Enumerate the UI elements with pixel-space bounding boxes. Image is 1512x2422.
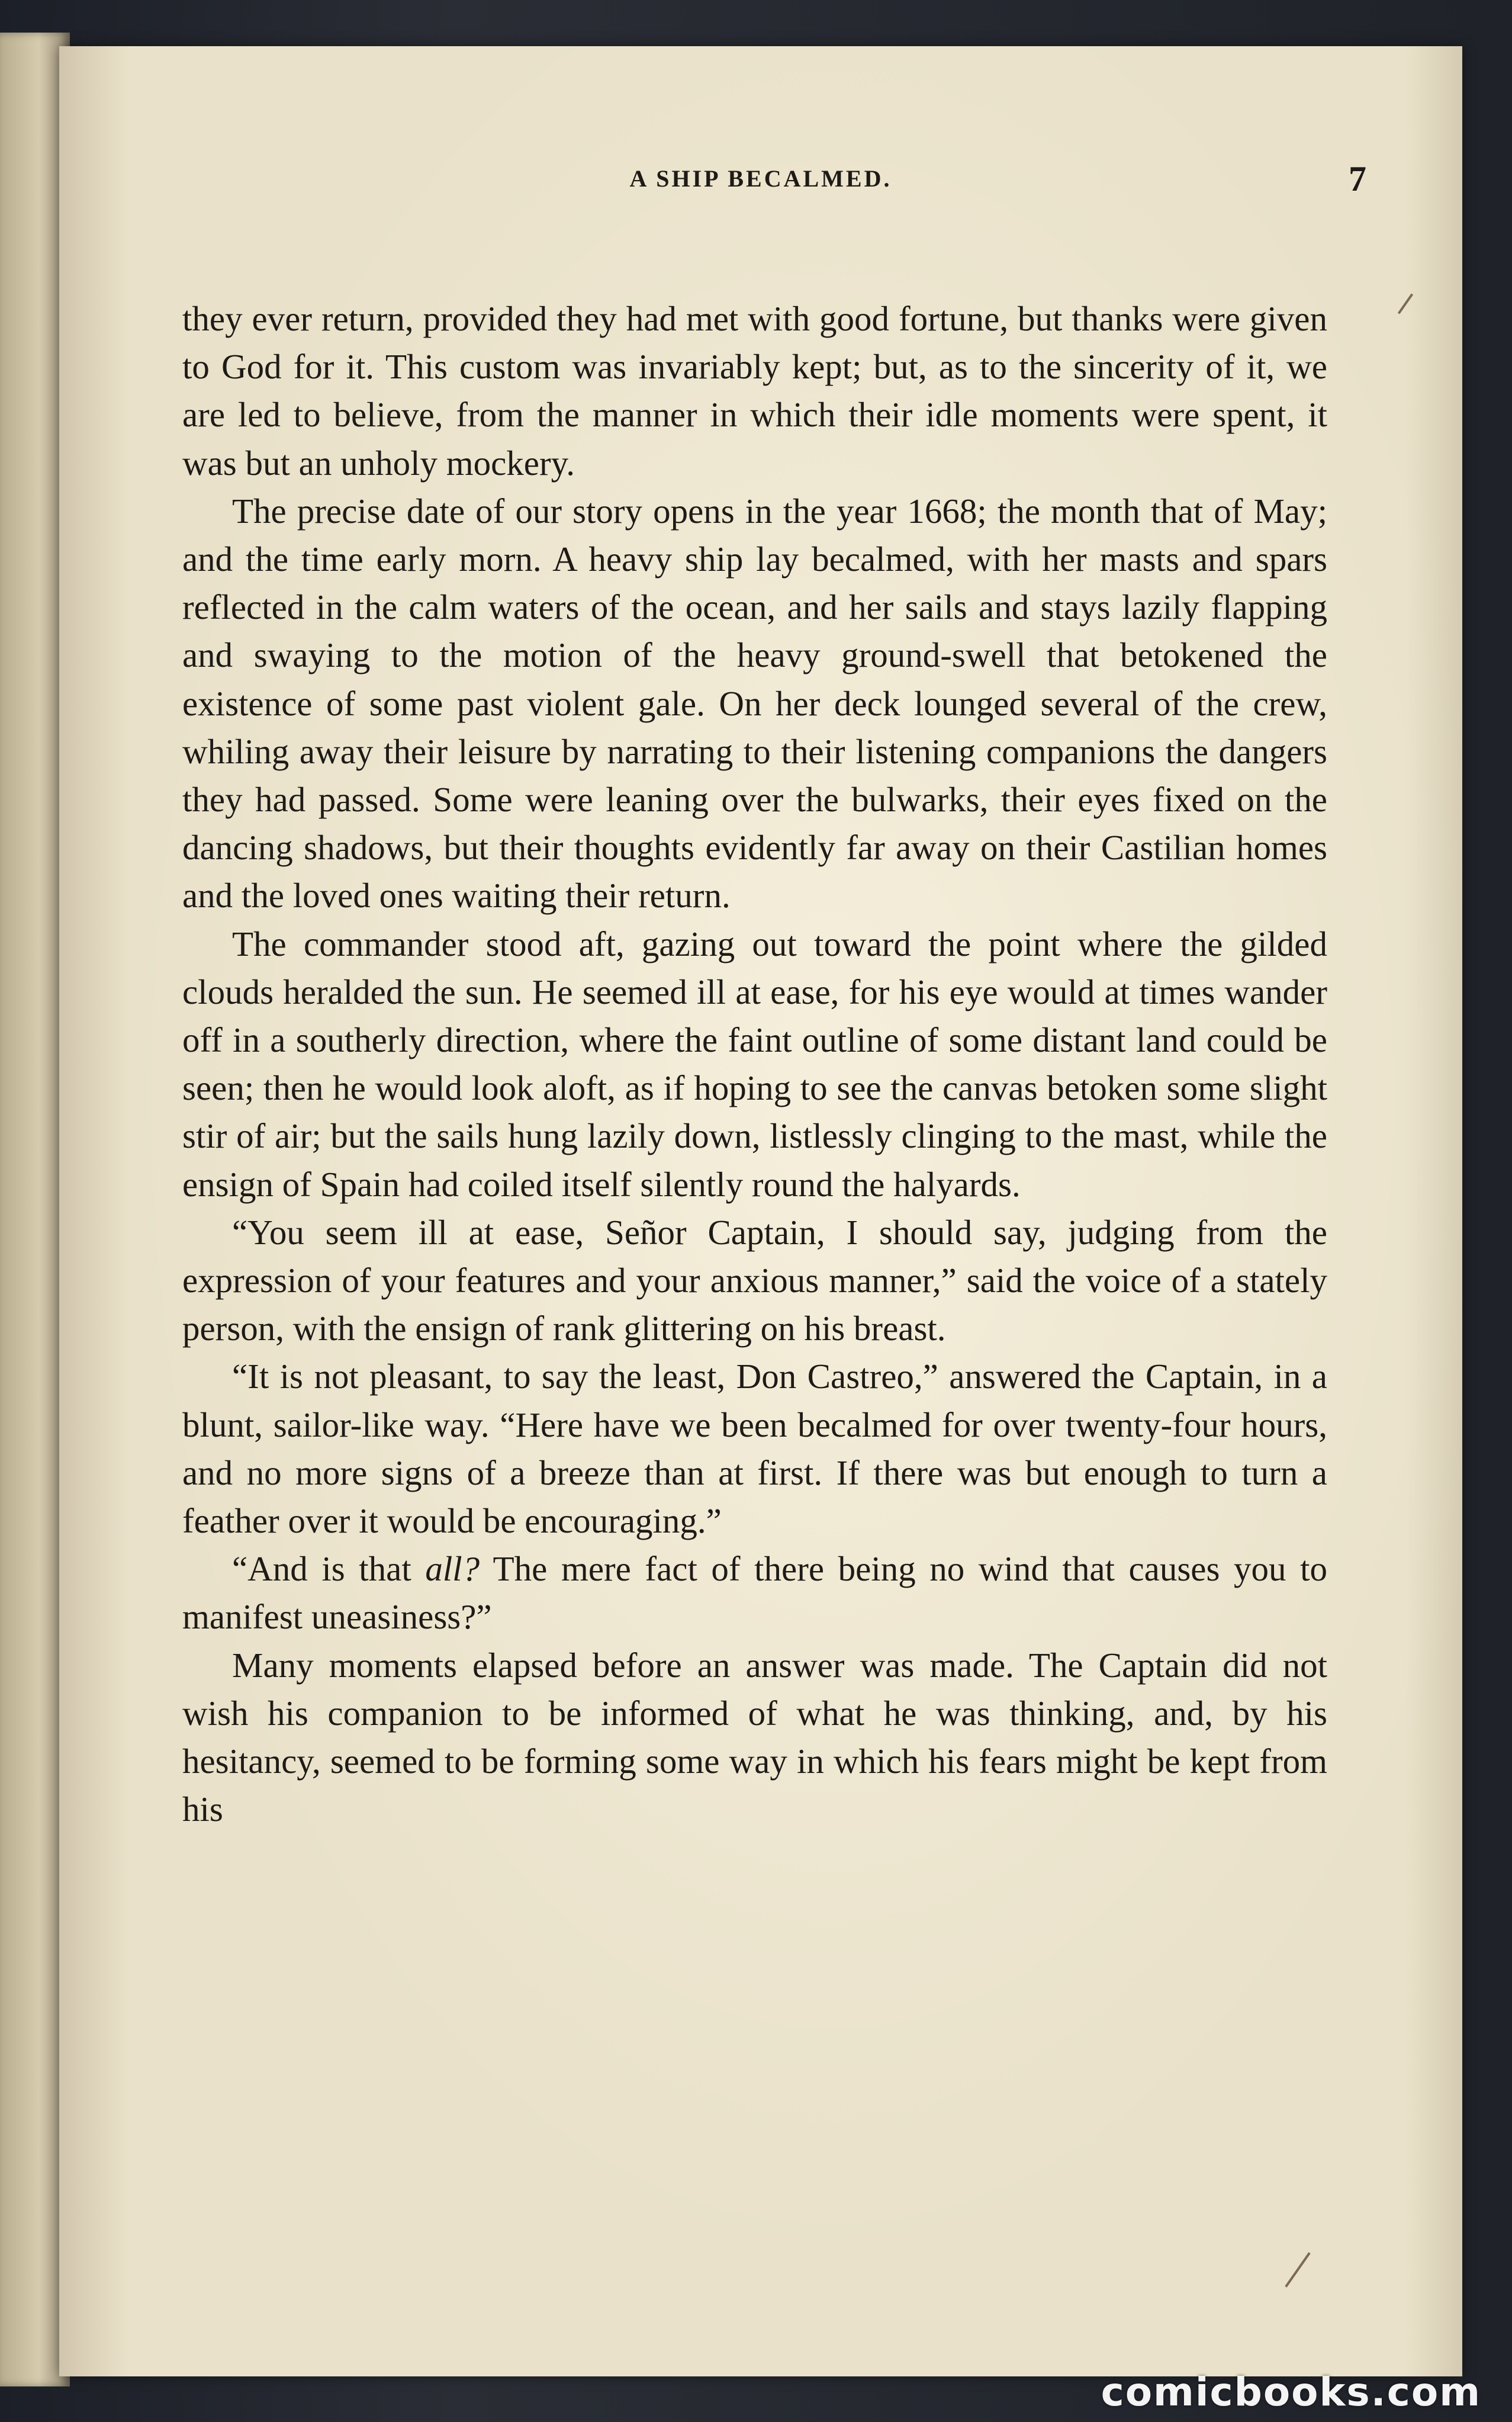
emphasized-text: all?: [425, 1549, 480, 1589]
paragraph: The commander stood aft, gazing out toward the point where the gilded clouds heralded the sun. He seemed ill at ease, for his eye would at times wander off in a southerly direction, where the faint outline of some distant land could be seen; then he would look aloft, as if hoping to see the canvas betoken some slight stir of air; but the sails hung lazily down, listlessly clinging to the mast, while the ensign of Spain had coiled itself silently round the halyards.: [182, 924, 1327, 1204]
paragraph-text: The mere fact of there being no wind that causes you to manifest uneasiness?”: [182, 1549, 1327, 1637]
paragraph: The precise date of our story opens in the year 1668; the month that of May; and the time early morn. A heavy ship lay becalmed, with her masts and spars reflected in the calm waters of the ocean, and her sails and stays lazily flapping and swaying to the motion of the heavy ground-swell that betokened the existence of some past violent gale. On her deck lounged several of the crew, whiling away their leisure by narrating to their listening companions the dangers they had passed. Some were leaning over the bulwarks, their eyes fixed on the dancing shadows, but their thoughts evidently far away on their Castilian homes and the loved ones waiting their return.: [182, 491, 1327, 916]
page-number: 7: [1349, 159, 1366, 198]
ink-mark: [1285, 2252, 1310, 2288]
running-header: [59, 159, 1462, 206]
ink-mark: [1398, 293, 1413, 314]
paragraph: Many moments elapsed before an answer was made. The Captain did not wish his companion to be informed of what he was thinking, and, by his hesitancy, seemed to be forming some way in which his fears might be kept from his: [182, 1645, 1327, 1829]
paragraph: “You seem ill at ease, Señor Captain, I should say, judging from the expression of your features and your anxious manner,” said the voice of a stately person, with the ensign of rank glittering on his breast.: [182, 1212, 1327, 1348]
watermark: comicbooks.com: [1101, 2369, 1481, 2415]
paragraph: “It is not pleasant, to say the least, Don Castreo,” answered the Captain, in a blunt, sailor-like way. “Here have we been becalmed for over twenty-four hours, and no more signs of a breeze than at first. If there was but enough to turn a feather over it would be encouraging.”: [182, 1357, 1327, 1541]
paragraph: they ever return, provided they had met with good fortune, but thanks were given to God for it. This custom was invariably kept; but, as to the sincerity of it, we are led to believe, from the manner in which their idle moments were spent, it was but an unholy mockery.: [182, 299, 1327, 483]
book-page: [59, 46, 1462, 2376]
paragraph: [182, 1545, 1327, 1641]
paragraph-text: “And is that: [232, 1549, 426, 1589]
chapter-title: A SHIP BECALMED.: [629, 165, 892, 192]
page-body: [182, 295, 1327, 1834]
